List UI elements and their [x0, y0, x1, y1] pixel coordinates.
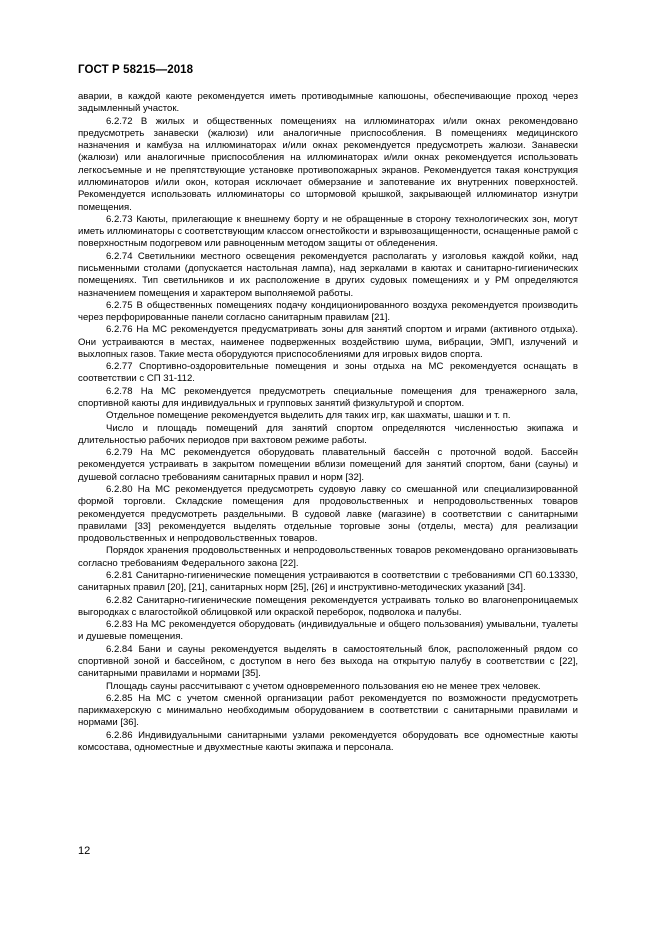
document-code-header: ГОСТ Р 58215—2018 [78, 64, 194, 76]
body-paragraph: Порядок хранения продовольственных и непродовольственных товаров рекомендовано организовывать согласно требованиям Федерального закона [22]. [78, 545, 578, 569]
body-paragraph: Отдельное помещение рекомендуется выделить для таких игр, как шахматы, шашки и т. п. [106, 410, 511, 422]
body-paragraph: 6.2.83 На МС рекомендуется оборудовать (индивидуальные и общего пользования) умывальни, туалеты и душевые помещения. [78, 619, 578, 643]
body-paragraph: 6.2.85 На МС с учетом сменной организации работ рекомендуется по возможности предусмотреть парикмахерскую с минимально необходимым оборудованием в соответствии с санитарными правилами и нормами [36]. [78, 692, 578, 729]
body-paragraph: 6.2.84 Бани и сауны рекомендуется выделять в самостоятельный блок, расположенный рядом со спортивной зоной и бассейном, с доступом в него без выхода на открытую палубу в соответствии с [22], санитарными правилами и нормами [35]. [78, 643, 578, 680]
body-paragraph: 6.2.75 В общественных помещениях подачу кондиционированного воздуха рекомендуется производить через перфорированные панели согласно санитарным правилам [21]. [78, 299, 578, 324]
body-paragraph: 6.2.77 Спортивно-оздоровительные помещения и зоны отдыха на МС рекомендуется оснащать в соответствии с СП 31-112. [78, 361, 578, 385]
body-paragraph: Площадь сауны рассчитывают с учетом одновременного пользования ею не менее трех человек. [106, 680, 541, 692]
body-paragraph: 6.2.74 Светильники местного освещения рекомендуется располагать у изголовья каждой койки, над письменными столами (допускается настольная лампа), над зеркалами в каютах и санитарно-гигиенических помещениях. Тип светильников и их расположение в других судовых помещениях и у РМ определяются назначением помещения и характером выполняемой работы. [78, 250, 578, 299]
body-paragraph: 6.2.76 На МС рекомендуется предусматривать зоны для занятий спортом и играми (активного отдыха). Они устраиваются в местах, наименее подверженных воздействию шума, вибрации, ЭМП, излучений и выхлопных газов. Такие места оборудуются приспособлениями для игровых видов спорта. [78, 324, 578, 360]
body-paragraph: 6.2.73 Каюты, прилегающие к внешнему борту и не обращенные в сторону технологических зон, могут иметь иллюминаторы с соответствующим классом огнестойкости и взрывозащищенности, оснащенные рамой с поверхностным подогревом или равноценным методом защиты от обледенения. [78, 213, 578, 250]
body-paragraph: 6.2.82 Санитарно-гигиенические помещения рекомендуется устраивать только во влагонепроницаемых выгородках с влагостойкой облицовкой или окраской переборок, подволока и палубы. [78, 594, 578, 618]
body-paragraph: 6.2.81 Санитарно-гигиенические помещения устраиваются в соответствии с требованиями СП 60.13330, санитарных правил [20], [21], санитарных норм [25], [26] и инструктивно-методических указаний [34]. [78, 569, 578, 594]
body-paragraph: 6.2.86 Индивидуальными санитарными узлами рекомендуется оборудовать все одноместные каюты комсостава, одноместные и двухместные каюты экипажа и персонала. [78, 729, 578, 753]
body-paragraph: Число и площадь помещений для занятий спортом определяются численностью экипажа и длительностью рабочих периодов при вахтовом режиме работы. [78, 422, 578, 446]
body-paragraph: 6.2.78 На МС рекомендуется предусмотреть специальные помещения для тренажерного зала, спортивной каюты для индивидуальных и групповых занятий физкультурой и спортом. [78, 385, 578, 410]
body-paragraph: 6.2.72 В жилых и общественных помещениях на иллюминаторах и/или окнах рекомендовано предусмотреть занавески (жалюзи) или аналогичные приспособления. В помещениях медицинского назначения и камбуза на иллюминаторах и/или окнах рекомендуется предусмотреть жалюзи. Занавески (жалюзи) или аналогичные приспособления на иллюминаторах и/или окнах рекомендуется использовать легкосъемные и не препятствующие установке противопожарных экранов. Рекомендуется такая конструкция иллюминаторов и/или окон, которая исключает обмерзание и запотевание их внутренних поверхностей. Рекомендуется использовать иллюминаторы со штормовой крышкой, закрывающей иллюминатор изнутри помещения. [78, 115, 578, 213]
document-body [78, 91, 578, 754]
page-number: 12 [78, 845, 91, 857]
body-paragraph: 6.2.79 На МС рекомендуется оборудовать плавательный бассейн с проточной водой. Бассейн рекомендуется устраивать в закрытом помещении вблизи помещений для занятий спортом, бани (сауны) и душевой согласно требованиям санитарных правил и норм [32]. [78, 447, 578, 483]
body-paragraph: аварии, в каждой каюте рекомендуется иметь противодымные капюшоны, обеспечивающие проход через задымленный участок. [78, 91, 578, 115]
body-paragraph: 6.2.80 На МС рекомендуется предусмотреть судовую лавку со смешанной или специализированной формой торговли. Складские помещения для продовольственных и непродовольственных товаров рекомендуется предусмотреть раздельными. В судовой лавке (магазине) в соответствии с санитарными правилами [33] рекомендуется выделять отдельные торговые зоны (отделы, места) для реализации продовольственных и непродовольственных товаров. [78, 484, 578, 545]
